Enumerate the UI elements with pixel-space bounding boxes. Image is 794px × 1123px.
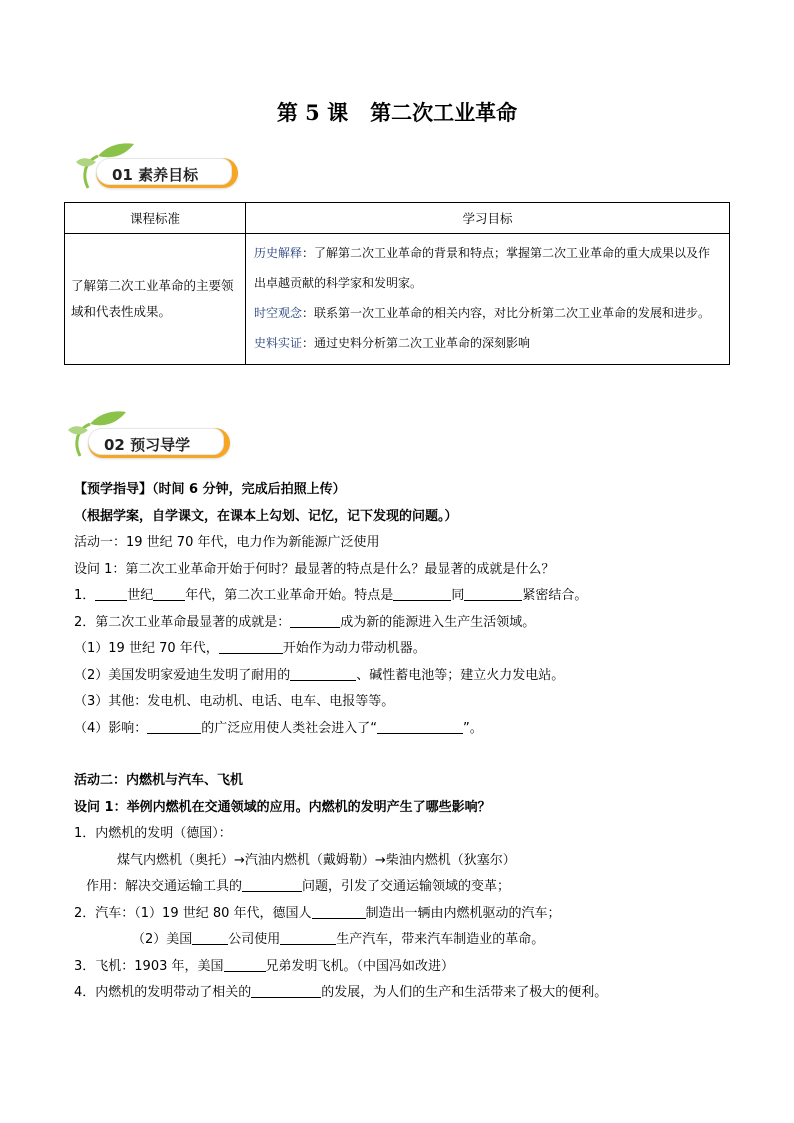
standard-cell: 了解第二次工业革命的主要领域和代表性成果。 <box>65 234 246 365</box>
answer-blank[interactable] <box>219 638 283 654</box>
fill-line: （4）影响： 的广泛应用使人类社会进入了“ ”。 <box>74 716 734 743</box>
answer-blank[interactable] <box>290 665 356 681</box>
activity-title: 活动一：19 世纪 70 年代，电力作为新能源广泛使用 <box>74 535 380 550</box>
fill-line: 2．汽车：（1）19 世纪 80 年代，德国人 制造出一辆由内燃机驱动的汽车； <box>74 901 734 928</box>
goals-table <box>64 202 730 365</box>
answer-blank[interactable] <box>280 929 336 945</box>
answer-blank[interactable] <box>251 982 321 998</box>
section-label: 02 预习导学 <box>104 436 191 454</box>
preview-content <box>74 477 734 1007</box>
guide-line: （根据学案，自学课文，在课本上勾划、记忆，记下发现的问题。） <box>74 508 458 524</box>
lesson-name: 第二次工业革命 <box>370 100 518 125</box>
answer-blank[interactable] <box>192 929 228 945</box>
fill-line: 作用：解决交通运输工具的 问题，引发了交通运输领域的变革； <box>74 874 734 901</box>
table-row <box>65 234 730 365</box>
text-line: （3）其他：发电机、电动机、电话、电车、电报等等。 <box>74 694 395 709</box>
fill-line: （2）美国发明家爱迪生发明了耐用的 、碱性蓄电池等；建立火力发电站。 <box>74 663 734 690</box>
text-line: 1．内燃机的发明（德国）： <box>74 826 232 841</box>
fill-line: 3．飞机：1903 年，美国 兄弟发明飞机。（中国冯如改进） <box>74 954 734 981</box>
table-header-row <box>65 203 730 234</box>
header-standard: 课程标准 <box>65 203 246 234</box>
section-label: 01 素养目标 <box>112 166 199 184</box>
fill-line: （1）19 世纪 70 年代， 开始作为动力带动机器。 <box>74 636 734 663</box>
header-objectives: 学习目标 <box>246 203 730 234</box>
answer-blank[interactable] <box>393 585 451 601</box>
answer-blank[interactable] <box>312 903 366 919</box>
text-line: 煤气内燃机（奥托）→汽油内燃机（戴姆勒）→柴油内燃机（狄塞尔） <box>117 852 516 868</box>
fill-line: 1． 世纪 年代，第二次工业革命开始。特点是 同 紧密结合。 <box>74 583 734 610</box>
answer-blank[interactable] <box>464 585 522 601</box>
section-badge-preview <box>66 408 236 460</box>
objective-item: 史料实证：通过史料分析第二次工业革命的深刻影响 <box>254 336 531 350</box>
page-title <box>0 97 794 127</box>
question-line: 设问 1：举例内燃机在交通领域的应用。内燃机的发明产生了哪些影响？ <box>74 799 491 815</box>
answer-blank[interactable] <box>377 718 463 734</box>
objectives-cell <box>246 234 730 365</box>
activity-title: 活动二：内燃机与汽车、飞机 <box>74 773 244 788</box>
fill-line: 4．内燃机的发明带动了相关的 的发展，为人们的生产和生活带来了极大的便利。 <box>74 980 734 1007</box>
answer-blank[interactable] <box>290 612 340 628</box>
fill-line: 2．第二次工业革命最显著的成就是： 成为新的能源进入生产生活领域。 <box>74 610 734 637</box>
answer-blank[interactable] <box>153 585 185 601</box>
answer-blank[interactable] <box>242 876 302 892</box>
lesson-number: 第 5 课 <box>276 100 349 125</box>
section-badge-goals <box>74 140 244 192</box>
question-line: 设问 1：第二次工业革命开始于何时？最显著的特点是什么？最显著的成就是什么？ <box>74 561 555 577</box>
guide-line: 【预学指导】（时间 6 分钟，完成后拍照上传） <box>74 482 346 497</box>
answer-blank[interactable] <box>224 956 266 972</box>
fill-line: （2）美国 公司使用 生产汽车，带来汽车制造业的革命。 <box>74 927 734 954</box>
answer-blank[interactable] <box>147 718 201 734</box>
answer-blank[interactable] <box>95 585 127 601</box>
objective-item: 历史解释：了解第二次工业革命的背景和特点；掌握第二次工业革命的重大成果以及作出卓越贡献的科学家和发明家。 <box>254 246 711 290</box>
objective-item: 时空观念：联系第一次工业革命的相关内容，对比分析第二次工业革命的发展和进步。 <box>254 306 711 320</box>
